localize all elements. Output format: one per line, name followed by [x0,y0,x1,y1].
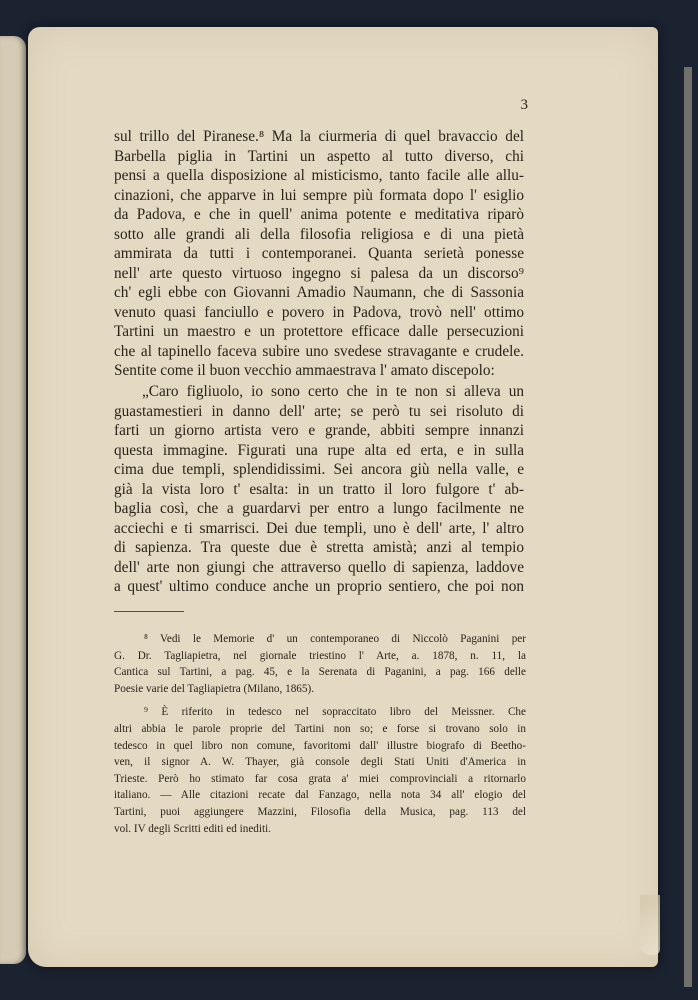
footnote-8 [114,631,526,697]
text-line: nell' arte questo virtuoso ingegno si palesa da un discorso⁹ [114,264,524,282]
text-line: guastamestieri in danno dell' arte; se però tu sei risoluto di [114,402,524,420]
page-corner-fold [640,895,660,955]
footnote-line: vol. IV degli Scritti editi ed inediti. [114,822,272,835]
footnotes [114,631,526,844]
footnote-line: Trieste. Però ho stimato far cosa grata a' miei comprovinciali a ritornarlo [114,772,526,785]
text-line: cinazioni, che apparve in lui sempre più formata dopo l' esiglio [114,186,524,204]
main-paragraph [114,127,524,381]
text-line: Sentite come il buon vecchio ammaestrava l' amato discepolo: [114,362,495,379]
text-line: sul trillo del Piranese.⁸ Ma la ciurmeria di quel bravaccio del [114,128,524,145]
page-number: 3 [520,97,528,113]
footnote-line: ⁸ Vedi le Memorie d' un contemporaneo di Niccolò Paganini per [144,633,526,645]
footnote-line: italiano. — Alle citazioni recate dal Fanzago, nella nota 34 all' elogio del [114,789,526,802]
footnote-line: Tartini, puoi aggiungere Mazzini, Filosofia della Musica, pag. 113 del [114,805,526,818]
text-line: sotto alle grandi ali della filosofia religiosa e di una pietà [114,225,524,243]
page-edge-shadow [684,67,692,987]
text-line: ammirata da tutti i contemporanei. Quanta serietà ponesse [114,245,524,262]
text-line: che al tapinello faceva subire uno svedese stravagante e crudele. [114,342,524,360]
footnote-separator [114,611,184,612]
text-line: Tartini un maestro e un protettore efficace dalle persecuzioni [114,323,524,340]
text-line: acciechi e ti smarrisci. Dei due templi, uno è dell' arte, l' altro [114,519,524,537]
text-line: venuto quasi fanciullo e povero in Padova, trovò nell' ottimo [114,303,524,321]
text-line: già la vista loro t' esalta: in un tratto il loro fulgore t' ab- [114,480,524,498]
footnote-line: Cantica sul Tartini, a pag. 45, e la Serenata di Paganini, a pag. 166 delle [114,666,526,679]
previous-page-edge [0,36,26,964]
text-line: pensi a quella disposizione al misticismo, tanto facile alle allu- [114,167,524,184]
footnote-line: ⁹ È riferito in tedesco nel sopraccitato libro del Meissner. Che [144,706,526,719]
text-line: „Caro figliuolo, io sono certo che in te non si alleva un [142,383,524,400]
text-line: questa immagine. Figurati una rupe alta ed erta, e in sulla [114,441,524,459]
footnote-line: ven, il signor A. W. Thayer, già console degli Stati Uniti d'America in [114,756,526,769]
text-line: dell' arte non giungi che attraverso quello di sapienza, laddove [114,558,524,576]
text-line: da Padova, e che in quell' anima potente e meditativa riparò [114,206,524,223]
footnote-line: tedesco in quel libro non comune, favoritomi dall' illustre biografo di Beetho- [114,739,526,752]
text-line: di sapienza. Tra queste due è stretta amistà; anzi al tempio [114,539,524,556]
text-line: baglia così, che a guardarvi per entro a lungo facilmente ne [114,500,524,517]
text-line: a quest' ultimo conduce anche un proprio sentiero, che poi non [114,578,524,595]
text-line: ch' egli ebbe con Giovanni Amadio Naumann, che di Sassonia [114,284,524,301]
text-line: cima due templi, splendidissimi. Sei ancora giù nella valle, e [114,461,524,478]
quote-paragraph [114,382,524,597]
book-page [28,27,658,967]
text-line: farti un giorno artista vero e grande, abbiti sempre innanzi [114,422,524,439]
text-line: Barbella piglia in Tartini un aspetto al tutto diverso, chi [114,147,524,165]
footnote-line: altri abbia le parole proprie del Tartini non so; e forse si trovano solo in [114,722,526,735]
footnote-9 [114,704,526,837]
footnote-line: G. Dr. Tagliapietra, nel giornale triestino l' Arte, a. 1878, n. 11, la [114,649,526,662]
footnote-line: Poesie varie del Tagliapietra (Milano, 1865). [114,682,315,695]
